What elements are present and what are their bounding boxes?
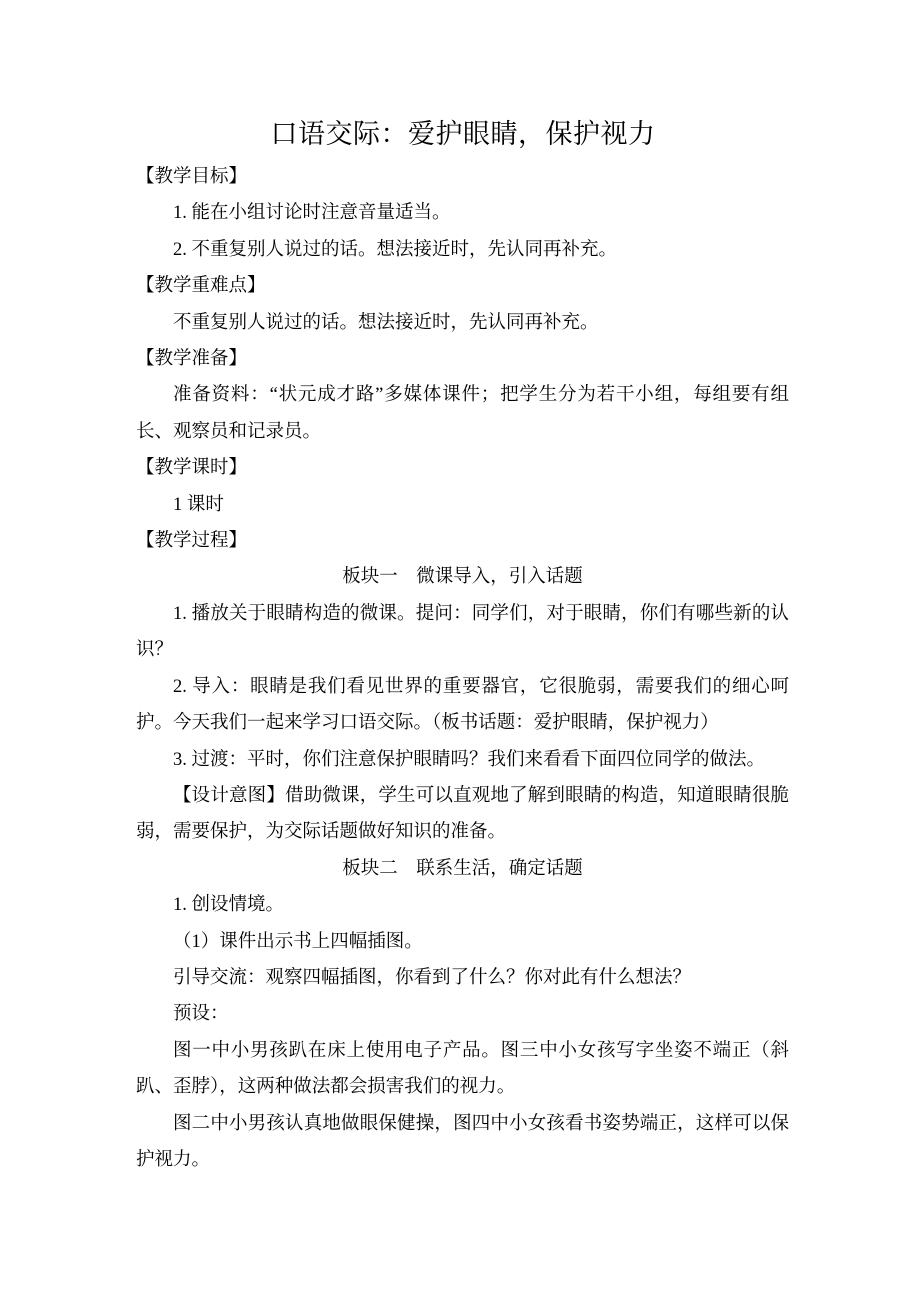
paragraph: 预设： (173, 1004, 229, 1025)
paragraph: 引导交流：观察四幅插图，你看到了什么？你对此有什么想法？ (173, 967, 692, 988)
paragraph: 【设计意图】借助微课，学生可以直观地了解到眼睛的构造，知道眼睛很脆弱，需要保护，为交际话题做好知识的准备。 (136, 785, 789, 843)
centered-subtitle: 板块一 微课导入，引入话题 (342, 567, 583, 588)
paragraph: 1 课时 (173, 494, 224, 515)
paragraph: 图一中小男孩趴在床上使用电子产品。图三中小女孩写字坐姿不端正（斜趴、歪脖），这两种做法都会损害我们的视力。 (136, 1040, 789, 1098)
section-heading: 【教学目标】 (136, 167, 248, 187)
document-title: 口语交际：爱护眼睛，保护视力 (270, 119, 656, 149)
paragraph: 不重复别人说过的话。想法接近时，先认同再补充。 (173, 312, 599, 333)
paragraph: 2. 导入：眼睛是我们看见世界的重要器官，它很脆弱，需要我们的细心呵护。今天我们一起来学习口语交际。（板书话题：爱护眼睛，保护视力） (136, 676, 789, 734)
paragraph: 1. 能在小组讨论时注意音量适当。 (173, 203, 451, 224)
paragraph: 3. 过渡：平时，你们注意保护眼睛吗？我们来看看下面四位同学的做法。 (173, 749, 766, 770)
paragraph: 图二中小男孩认真地做眼保健操，图四中小女孩看书姿势端正，这样可以保护视力。 (136, 1113, 789, 1170)
section-heading: 【教学过程】 (136, 531, 248, 552)
paragraph: 1. 创设情境。 (173, 895, 285, 916)
paragraph: 1. 播放关于眼睛构造的微课。提问：同学们，对于眼睛，你们有哪些新的认识？ (136, 603, 789, 661)
paragraph: 2. 不重复别人说过的话。想法接近时，先认同再补充。 (173, 239, 618, 260)
paragraph: （1）课件出示书上四幅插图。 (173, 931, 423, 952)
paragraph: 准备资料：“状元成才路”多媒体课件；把学生分为若干小组，每组要有组长、观察员和记录员。 (136, 385, 789, 442)
section-heading: 【教学课时】 (136, 458, 248, 479)
document-body (0, 159, 920, 1178)
section-heading: 【教学准备】 (136, 349, 248, 370)
section-heading: 【教学重难点】 (136, 276, 266, 297)
centered-subtitle: 板块二 联系生活，确定话题 (342, 858, 583, 879)
